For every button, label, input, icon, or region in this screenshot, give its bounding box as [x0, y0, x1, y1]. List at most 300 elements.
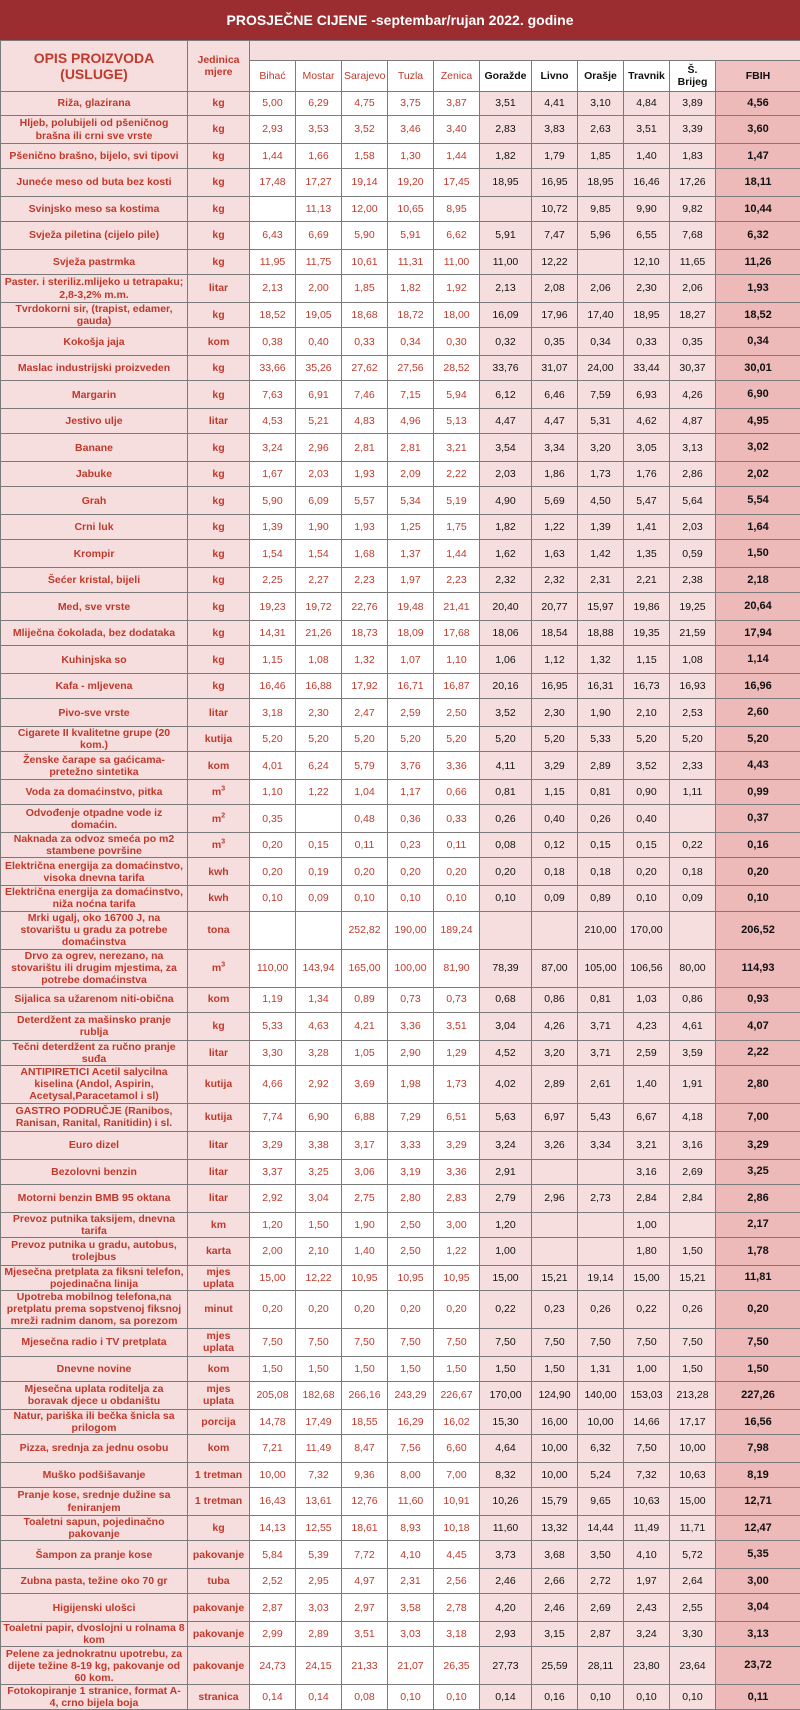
price-cell: 0,35 — [250, 805, 296, 833]
price-cell: 8,00 — [388, 1463, 434, 1488]
price-cell: 21,59 — [670, 621, 716, 646]
price-cell: 2,78 — [434, 1594, 480, 1622]
fbih-total-cell: 18,52 — [716, 303, 800, 328]
fbih-total-cell: 1,47 — [716, 144, 800, 169]
price-cell: 1,54 — [296, 540, 342, 568]
price-cell: 1,08 — [296, 646, 342, 674]
price-cell: 0,23 — [532, 1290, 578, 1328]
price-cell: 1,41 — [624, 515, 670, 540]
fbih-total-cell: 6,90 — [716, 381, 800, 409]
price-cell: 1,54 — [250, 540, 296, 568]
price-cell: 0,20 — [296, 1290, 342, 1328]
product-name: Krompir — [1, 540, 188, 568]
price-cell: 4,90 — [480, 487, 532, 515]
price-cell: 4,96 — [388, 409, 434, 434]
price-cell: 2,09 — [388, 462, 434, 487]
unit-cell: kg — [188, 646, 250, 674]
unit-cell: litar — [188, 699, 250, 727]
price-cell: 5,20 — [480, 727, 532, 752]
header-total: FBIH — [716, 61, 800, 92]
price-cell: 13,32 — [532, 1516, 578, 1541]
price-cell: 0,33 — [342, 328, 388, 356]
unit-cell: pakovanje — [188, 1622, 250, 1647]
price-cell: 3,18 — [434, 1622, 480, 1647]
price-cell: 4,64 — [480, 1435, 532, 1463]
price-cell: 5,79 — [342, 752, 388, 780]
price-cell: 243,29 — [388, 1381, 434, 1409]
price-cell: 87,00 — [532, 949, 578, 987]
price-cell: 5,13 — [434, 409, 480, 434]
price-cell: 1,35 — [624, 540, 670, 568]
price-cell: 0,08 — [342, 1685, 388, 1710]
price-cell: 2,21 — [624, 568, 670, 593]
unit-cell: $m^3$ — [188, 833, 250, 858]
price-cell: 0,40 — [532, 805, 578, 833]
unit-cell: pakovanje — [188, 1647, 250, 1685]
price-cell: 5,90 — [250, 487, 296, 515]
price-cell: 0,81 — [480, 780, 532, 805]
price-cell: 3,28 — [296, 1040, 342, 1065]
product-name: Tečni deterdžent za ručno pranje suđa — [1, 1040, 188, 1065]
price-cell — [480, 911, 532, 949]
price-cell: 7,00 — [434, 1463, 480, 1488]
table-row — [1, 833, 800, 858]
price-cell: 0,89 — [578, 886, 624, 911]
price-cell: 0,26 — [578, 1290, 624, 1328]
price-cell: 7,50 — [578, 1328, 624, 1356]
price-cell: 17,26 — [670, 169, 716, 197]
product-name: Pivo-sve vrste — [1, 699, 188, 727]
price-cell: 2,96 — [532, 1184, 578, 1212]
price-cell: 19,14 — [342, 169, 388, 197]
price-cell: 0,18 — [578, 858, 624, 886]
price-cell: 3,29 — [250, 1131, 296, 1159]
price-cell: 2,92 — [296, 1065, 342, 1103]
price-cell: 6,88 — [342, 1103, 388, 1131]
price-cell: 2,91 — [480, 1159, 532, 1184]
price-cell: 2,52 — [250, 1569, 296, 1594]
product-name: Motorni benzin BMB 95 oktana — [1, 1184, 188, 1212]
unit-cell: minut — [188, 1290, 250, 1328]
table-row — [1, 540, 800, 568]
price-cell: 5,94 — [434, 381, 480, 409]
price-cell: 19,25 — [670, 593, 716, 621]
unit-cell: kwh — [188, 886, 250, 911]
product-name: Maslac industrijski proizveden — [1, 356, 188, 381]
price-cell: 4,66 — [250, 1065, 296, 1103]
price-cell: 2,46 — [480, 1569, 532, 1594]
price-cell: 18,72 — [388, 303, 434, 328]
price-cell: 2,64 — [670, 1569, 716, 1594]
price-cell: 11,00 — [434, 250, 480, 275]
price-cell: 0,35 — [532, 328, 578, 356]
price-cell: 14,66 — [624, 1409, 670, 1434]
table-row — [1, 1065, 800, 1103]
price-cell: 33,44 — [624, 356, 670, 381]
product-name: Mrki ugalj, oko 16700 J, na stovarištu u gradu za potrebe domaćinstva — [1, 911, 188, 949]
price-cell: 6,90 — [296, 1103, 342, 1131]
price-cell — [250, 911, 296, 949]
header-city: Orašje — [578, 61, 624, 92]
price-cell: 2,03 — [670, 515, 716, 540]
price-cell: 2,23 — [434, 568, 480, 593]
price-cell: 124,90 — [532, 1381, 578, 1409]
price-cell: 2,73 — [578, 1184, 624, 1212]
table-row — [1, 1103, 800, 1131]
fbih-total-cell: 1,14 — [716, 646, 800, 674]
table-row — [1, 1237, 800, 1265]
price-cell: 0,38 — [250, 328, 296, 356]
fbih-total-cell: 0,11 — [716, 1685, 800, 1710]
price-cell: 6,62 — [434, 222, 480, 250]
price-cell: 12,76 — [342, 1488, 388, 1516]
price-cell: 11,49 — [624, 1516, 670, 1541]
price-cell: 16,31 — [578, 674, 624, 699]
table-row — [1, 727, 800, 752]
price-cell: 4,63 — [296, 1012, 342, 1040]
price-cell: 6,12 — [480, 381, 532, 409]
price-cell: 170,00 — [624, 911, 670, 949]
price-cell: 2,43 — [624, 1594, 670, 1622]
price-cell: 2,00 — [296, 275, 342, 303]
product-name: Prevoz putnika taksijem, dnevna tarifa — [1, 1212, 188, 1237]
price-cell: 1,90 — [342, 1212, 388, 1237]
price-cell: 11,00 — [480, 250, 532, 275]
price-cell: 5,63 — [480, 1103, 532, 1131]
price-cell: 3,24 — [624, 1622, 670, 1647]
price-cell: 21,26 — [296, 621, 342, 646]
price-cell: 8,47 — [342, 1435, 388, 1463]
price-cell — [532, 1237, 578, 1265]
product-name: Mjesečna pretplata za fiksni telefon, pojedinačna linija — [1, 1265, 188, 1290]
price-cell: 4,83 — [342, 409, 388, 434]
price-cell: 11,31 — [388, 250, 434, 275]
price-cell: 1,91 — [670, 1065, 716, 1103]
price-cell: 9,36 — [342, 1463, 388, 1488]
price-cell: 5,24 — [578, 1463, 624, 1488]
unit-cell: $m^3$ — [188, 949, 250, 987]
fbih-total-cell: 0,10 — [716, 886, 800, 911]
table-row — [1, 886, 800, 911]
product-name: Šećer kristal, bijeli — [1, 568, 188, 593]
table-row — [1, 1012, 800, 1040]
price-cell: 0,09 — [670, 886, 716, 911]
table-row — [1, 116, 800, 144]
price-cell: 15,00 — [250, 1265, 296, 1290]
price-cell: 7,59 — [578, 381, 624, 409]
price-cell: 7,74 — [250, 1103, 296, 1131]
price-cell: 0,81 — [578, 987, 624, 1012]
product-name: GASTRO PODRUČJE (Ranibos, Ranisan, Ranital, Ranitidin) i sl. — [1, 1103, 188, 1131]
price-cell: 12,55 — [296, 1516, 342, 1541]
fbih-total-cell: 4,95 — [716, 409, 800, 434]
unit-cell: pakovanje — [188, 1594, 250, 1622]
price-cell: 27,56 — [388, 356, 434, 381]
price-cell: 9,85 — [578, 197, 624, 222]
price-cell: 5,20 — [342, 727, 388, 752]
price-cell: 5,20 — [250, 727, 296, 752]
product-name: Toaletni papir, dvoslojni u rolnama 8 kom — [1, 1622, 188, 1647]
price-cell: 0,36 — [388, 805, 434, 833]
table-row — [1, 780, 800, 805]
price-cell: 16,95 — [532, 169, 578, 197]
fbih-total-cell: 3,25 — [716, 1159, 800, 1184]
price-cell: 100,00 — [388, 949, 434, 987]
fbih-total-cell: 0,34 — [716, 328, 800, 356]
table-row — [1, 1381, 800, 1409]
price-cell: 7,32 — [624, 1463, 670, 1488]
price-cell: 28,52 — [434, 356, 480, 381]
price-cell: 11,60 — [480, 1516, 532, 1541]
price-cell: 6,67 — [624, 1103, 670, 1131]
price-cell: 11,71 — [670, 1516, 716, 1541]
price-cell: 18,09 — [388, 621, 434, 646]
price-cell: 2,46 — [532, 1594, 578, 1622]
price-cell: 3,54 — [480, 434, 532, 462]
price-cell — [532, 1159, 578, 1184]
product-name: Deterdžent za mašinsko pranje rublja — [1, 1012, 188, 1040]
price-cell: 5,72 — [670, 1541, 716, 1569]
price-cell: 1,05 — [342, 1040, 388, 1065]
price-cell: 26,35 — [434, 1647, 480, 1685]
price-cell: 0,40 — [296, 328, 342, 356]
price-cell: 2,72 — [578, 1569, 624, 1594]
unit-cell: kg — [188, 540, 250, 568]
price-cell: 0,10 — [480, 886, 532, 911]
price-cell: 7,29 — [388, 1103, 434, 1131]
price-cell: 1,40 — [342, 1237, 388, 1265]
price-cell: 1,50 — [296, 1356, 342, 1381]
price-cell: 190,00 — [388, 911, 434, 949]
price-cell: 7,50 — [434, 1328, 480, 1356]
unit-cell: kom — [188, 328, 250, 356]
fbih-total-cell: 227,26 — [716, 1381, 800, 1409]
price-cell: 2,50 — [388, 1212, 434, 1237]
price-cell: 1,44 — [434, 540, 480, 568]
price-cell: 0,08 — [480, 833, 532, 858]
price-table — [0, 40, 800, 1710]
product-name: Kafa - mljevena — [1, 674, 188, 699]
price-cell: 16,02 — [434, 1409, 480, 1434]
price-cell: 3,25 — [296, 1159, 342, 1184]
price-cell: 3,30 — [670, 1622, 716, 1647]
table-row — [1, 1463, 800, 1488]
price-cell: 5,47 — [624, 487, 670, 515]
fbih-total-cell: 4,56 — [716, 92, 800, 116]
price-cell: 11,49 — [296, 1435, 342, 1463]
price-cell: 3,40 — [434, 116, 480, 144]
price-cell: 18,55 — [342, 1409, 388, 1434]
price-cell: 3,71 — [578, 1040, 624, 1065]
price-cell: 3,51 — [480, 92, 532, 116]
price-cell: 3,37 — [250, 1159, 296, 1184]
fbih-total-cell: 2,02 — [716, 462, 800, 487]
product-name: ANTIPIRETICI Acetil salycilna kiselina (Andol, Aspirin, Acetysal,Paracetamol i sl) — [1, 1065, 188, 1103]
price-cell: 1,73 — [434, 1065, 480, 1103]
unit-cell: kwh — [188, 858, 250, 886]
price-cell: 16,73 — [624, 674, 670, 699]
table-row — [1, 621, 800, 646]
price-cell: 0,18 — [532, 858, 578, 886]
price-cell: 1,22 — [434, 1237, 480, 1265]
price-cell: 3,34 — [532, 434, 578, 462]
price-cell: 25,59 — [532, 1647, 578, 1685]
price-cell: 2,53 — [670, 699, 716, 727]
price-cell: 5,20 — [388, 727, 434, 752]
price-cell: 2,84 — [670, 1184, 716, 1212]
table-row — [1, 1290, 800, 1328]
price-cell: 6,55 — [624, 222, 670, 250]
fbih-total-cell: 11,26 — [716, 250, 800, 275]
price-cell: 10,00 — [670, 1435, 716, 1463]
price-cell: 3,73 — [480, 1541, 532, 1569]
fbih-total-cell: 4,43 — [716, 752, 800, 780]
table-row — [1, 1569, 800, 1594]
price-cell: 140,00 — [578, 1381, 624, 1409]
price-cell: 18,54 — [532, 621, 578, 646]
price-cell: 5,91 — [388, 222, 434, 250]
table-row — [1, 222, 800, 250]
product-name: Odvođenje otpadne vode iz domaćin. — [1, 805, 188, 833]
price-cell: 3,34 — [578, 1131, 624, 1159]
product-name: Crni luk — [1, 515, 188, 540]
price-cell: 4,47 — [480, 409, 532, 434]
price-cell: 10,00 — [250, 1463, 296, 1488]
price-cell: 8,32 — [480, 1463, 532, 1488]
price-cell: 0,20 — [624, 858, 670, 886]
price-cell — [578, 250, 624, 275]
price-cell: 11,95 — [250, 250, 296, 275]
price-cell: 3,03 — [296, 1594, 342, 1622]
fbih-total-cell: 206,52 — [716, 911, 800, 949]
price-cell: 7,46 — [342, 381, 388, 409]
price-cell: 2,87 — [250, 1594, 296, 1622]
fbih-total-cell: 7,50 — [716, 1328, 800, 1356]
price-cell: 4,26 — [532, 1012, 578, 1040]
price-cell: 18,27 — [670, 303, 716, 328]
price-cell: 16,09 — [480, 303, 532, 328]
product-name: Fotokopiranje 1 stranice, format A-4, crno bijela boja — [1, 1685, 188, 1710]
product-name: Šampon za pranje kose — [1, 1541, 188, 1569]
unit-cell: $m^3$ — [188, 780, 250, 805]
price-cell: 18,73 — [342, 621, 388, 646]
price-cell: 0,22 — [670, 833, 716, 858]
price-cell: 0,68 — [480, 987, 532, 1012]
price-cell: 0,32 — [480, 328, 532, 356]
price-cell: 0,14 — [480, 1685, 532, 1710]
price-cell: 1,06 — [480, 646, 532, 674]
price-cell: 1,62 — [480, 540, 532, 568]
price-cell: 7,68 — [670, 222, 716, 250]
price-cell: 1,82 — [480, 144, 532, 169]
fbih-total-cell: 11,81 — [716, 1265, 800, 1290]
product-name: Upotreba mobilnog telefona,na pretplatu prema sopstvenoj fiksnoj mreži radnim danom, sa porezom — [1, 1290, 188, 1328]
price-cell: 3,19 — [388, 1159, 434, 1184]
price-cell: 17,68 — [434, 621, 480, 646]
price-cell: 2,25 — [250, 568, 296, 593]
unit-cell: kg — [188, 462, 250, 487]
fbih-total-cell: 16,56 — [716, 1409, 800, 1434]
unit-cell: litar — [188, 1184, 250, 1212]
price-cell: 0,22 — [480, 1290, 532, 1328]
table-row — [1, 1040, 800, 1065]
price-cell: 3,59 — [670, 1040, 716, 1065]
table-body — [1, 92, 800, 1710]
price-cell: 1,40 — [624, 1065, 670, 1103]
unit-cell: kg — [188, 1516, 250, 1541]
price-cell: 3,36 — [434, 752, 480, 780]
price-cell: 1,39 — [250, 515, 296, 540]
price-cell: 1,19 — [250, 987, 296, 1012]
price-cell: 9,90 — [624, 197, 670, 222]
price-cell: 1,08 — [670, 646, 716, 674]
product-name: Sijalica sa užarenom niti-obična — [1, 987, 188, 1012]
table-row — [1, 568, 800, 593]
product-name: Higijenski ulošci — [1, 1594, 188, 1622]
price-cell: 19,72 — [296, 593, 342, 621]
unit-cell: kg — [188, 116, 250, 144]
price-cell: 3,52 — [342, 116, 388, 144]
price-cell: 4,52 — [480, 1040, 532, 1065]
price-cell: 27,73 — [480, 1647, 532, 1685]
price-cell: 1,10 — [434, 646, 480, 674]
price-cell: 2,59 — [624, 1040, 670, 1065]
unit-cell: litar — [188, 275, 250, 303]
fbih-total-cell: 10,44 — [716, 197, 800, 222]
product-name: Hljeb, polubijeli od pšeničnog brašna ili crni sve vrste — [1, 116, 188, 144]
fbih-total-cell: 30,01 — [716, 356, 800, 381]
price-cell: 19,05 — [296, 303, 342, 328]
price-cell: 2,03 — [480, 462, 532, 487]
price-cell: 3,51 — [624, 116, 670, 144]
unit-cell: pakovanje — [188, 1541, 250, 1569]
price-cell: 17,40 — [578, 303, 624, 328]
unit-cell: kg — [188, 487, 250, 515]
price-cell: 0,16 — [532, 1685, 578, 1710]
unit-cell: litar — [188, 409, 250, 434]
price-cell: 2,87 — [578, 1622, 624, 1647]
price-cell: 10,95 — [388, 1265, 434, 1290]
price-cell: 3,51 — [342, 1622, 388, 1647]
table-row — [1, 462, 800, 487]
price-cell: 1,93 — [342, 515, 388, 540]
price-cell: 1,00 — [624, 1212, 670, 1237]
price-cell: 2,50 — [434, 699, 480, 727]
product-name: Toaletni sapun, pojedinačno pakovanje — [1, 1516, 188, 1541]
price-cell: 5,43 — [578, 1103, 624, 1131]
price-cell: 15,00 — [624, 1265, 670, 1290]
price-cell: 0,10 — [250, 886, 296, 911]
price-cell: 5,20 — [624, 727, 670, 752]
header-city: Sarajevo — [342, 61, 388, 92]
price-cell: 2,30 — [624, 275, 670, 303]
product-name: Cigarete II kvalitetne grupe (20 kom.) — [1, 727, 188, 752]
price-cell: 10,95 — [434, 1265, 480, 1290]
price-cell — [250, 197, 296, 222]
table-row — [1, 1409, 800, 1434]
price-cell: 0,10 — [624, 886, 670, 911]
price-cell: 3,16 — [670, 1131, 716, 1159]
fbih-total-cell: 1,93 — [716, 275, 800, 303]
fbih-total-cell: 17,94 — [716, 621, 800, 646]
price-cell: 3,36 — [388, 1012, 434, 1040]
price-cell: 110,00 — [250, 949, 296, 987]
price-cell: 0,90 — [624, 780, 670, 805]
price-cell: 20,77 — [532, 593, 578, 621]
price-cell — [578, 1237, 624, 1265]
fbih-total-cell: 7,98 — [716, 1435, 800, 1463]
price-cell: 0,10 — [434, 886, 480, 911]
